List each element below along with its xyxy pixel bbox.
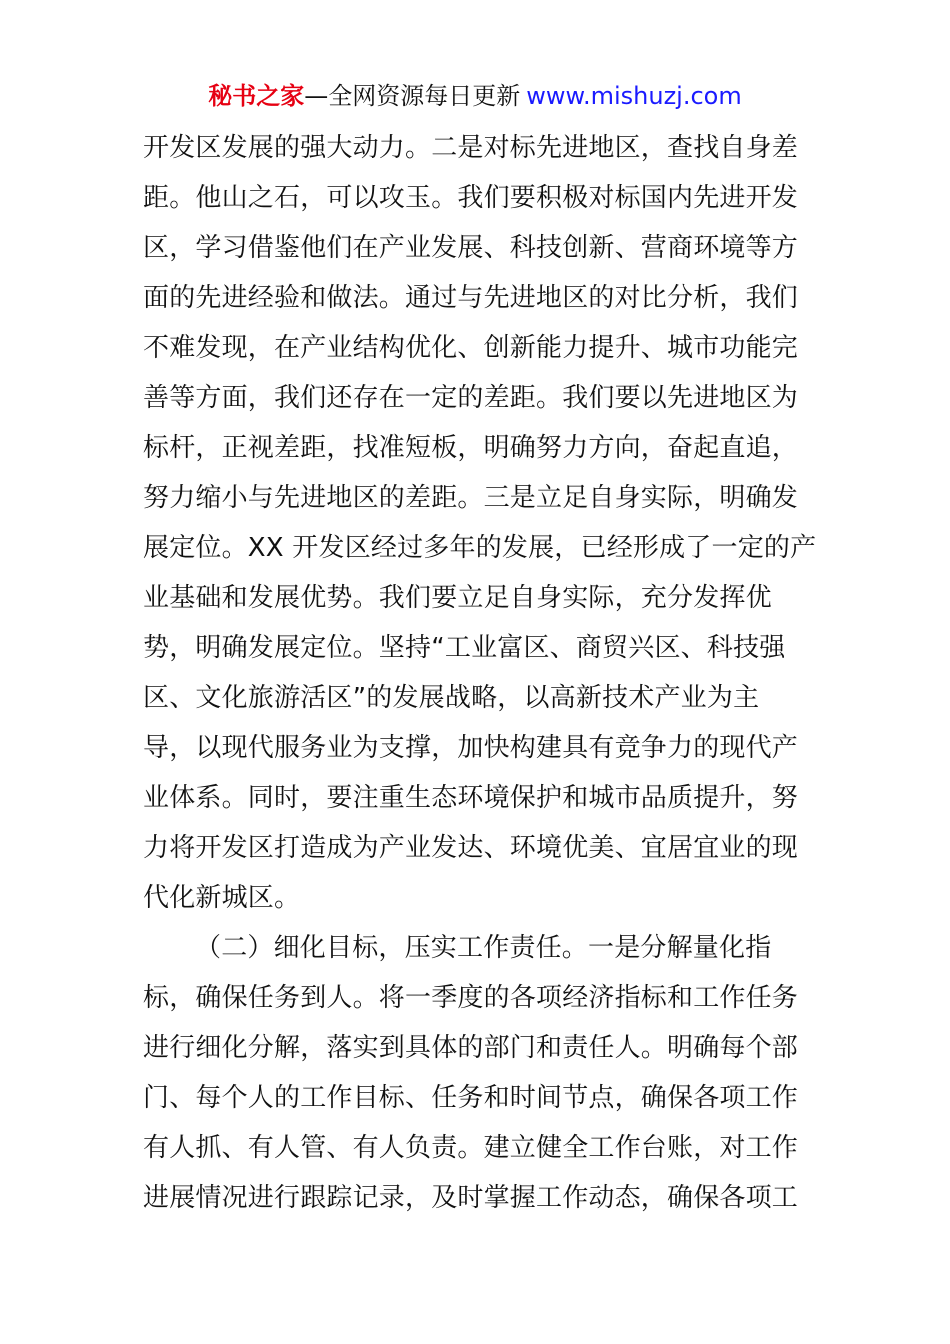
- section-heading-line: （二）细化目标，压实工作责任。一是分解量化指: [195, 933, 772, 963]
- text-line: 有人抓、有人管、有人负责。建立健全工作台账，对工作: [143, 1133, 799, 1163]
- text-line: 区、文化旅游活区”的发展战略，以高新技术产业为主: [143, 683, 760, 713]
- text-line: 进展情况进行跟踪记录，及时掌握工作动态，确保各项工: [143, 1183, 799, 1213]
- text-line: 距。他山之石，可以攻玉。我们要积极对标国内先进开发: [143, 183, 799, 213]
- text-line: 区，学习借鉴他们在产业发展、科技创新、营商环境等方: [143, 233, 799, 263]
- watermark-header: [0, 80, 950, 112]
- text-line: 不难发现，在产业结构优化、创新能力提升、城市功能完: [143, 333, 799, 363]
- site-url: www.mishuzj.com: [526, 82, 742, 110]
- text-line: 善等方面，我们还存在一定的差距。我们要以先进地区为: [143, 383, 799, 413]
- text-line: 力将开发区打造成为产业发达、环境优美、宜居宜业的现: [143, 833, 799, 863]
- brand-name: 秘书之家: [208, 82, 305, 110]
- document-body: [143, 123, 817, 1223]
- text-line: 代化新城区。: [143, 883, 301, 913]
- text-line: 导，以现代服务业为支撑，加快构建具有竞争力的现代产: [143, 733, 799, 763]
- text-line: 标，确保任务到人。将一季度的各项经济指标和工作任务: [143, 983, 799, 1013]
- text-line: 进行细化分解，落实到具体的部门和责任人。明确每个部: [143, 1033, 799, 1063]
- text-line: 努力缩小与先进地区的差距。三是立足自身实际，明确发: [143, 483, 799, 513]
- text-line: 展定位。XX 开发区经过多年的发展，已经形成了一定的产: [143, 533, 817, 563]
- text-line: 面的先进经验和做法。通过与先进地区的对比分析，我们: [143, 283, 799, 313]
- text-line: 开发区发展的强大动力。二是对标先进地区，查找自身差: [143, 133, 799, 163]
- text-line: 标杆，正视差距，找准短板，明确努力方向，奋起直追，: [143, 433, 799, 463]
- text-line: 业体系。同时，要注重生态环境保护和城市品质提升，努: [143, 783, 799, 813]
- text-line: 门、每个人的工作目标、任务和时间节点，确保各项工作: [143, 1083, 799, 1113]
- text-line: 势，明确发展定位。坚持“工业富区、商贸兴区、科技强: [143, 633, 786, 663]
- header-tagline: —全网资源每日更新: [304, 82, 521, 110]
- text-line: 业基础和发展优势。我们要立足自身实际，充分发挥优: [143, 583, 772, 613]
